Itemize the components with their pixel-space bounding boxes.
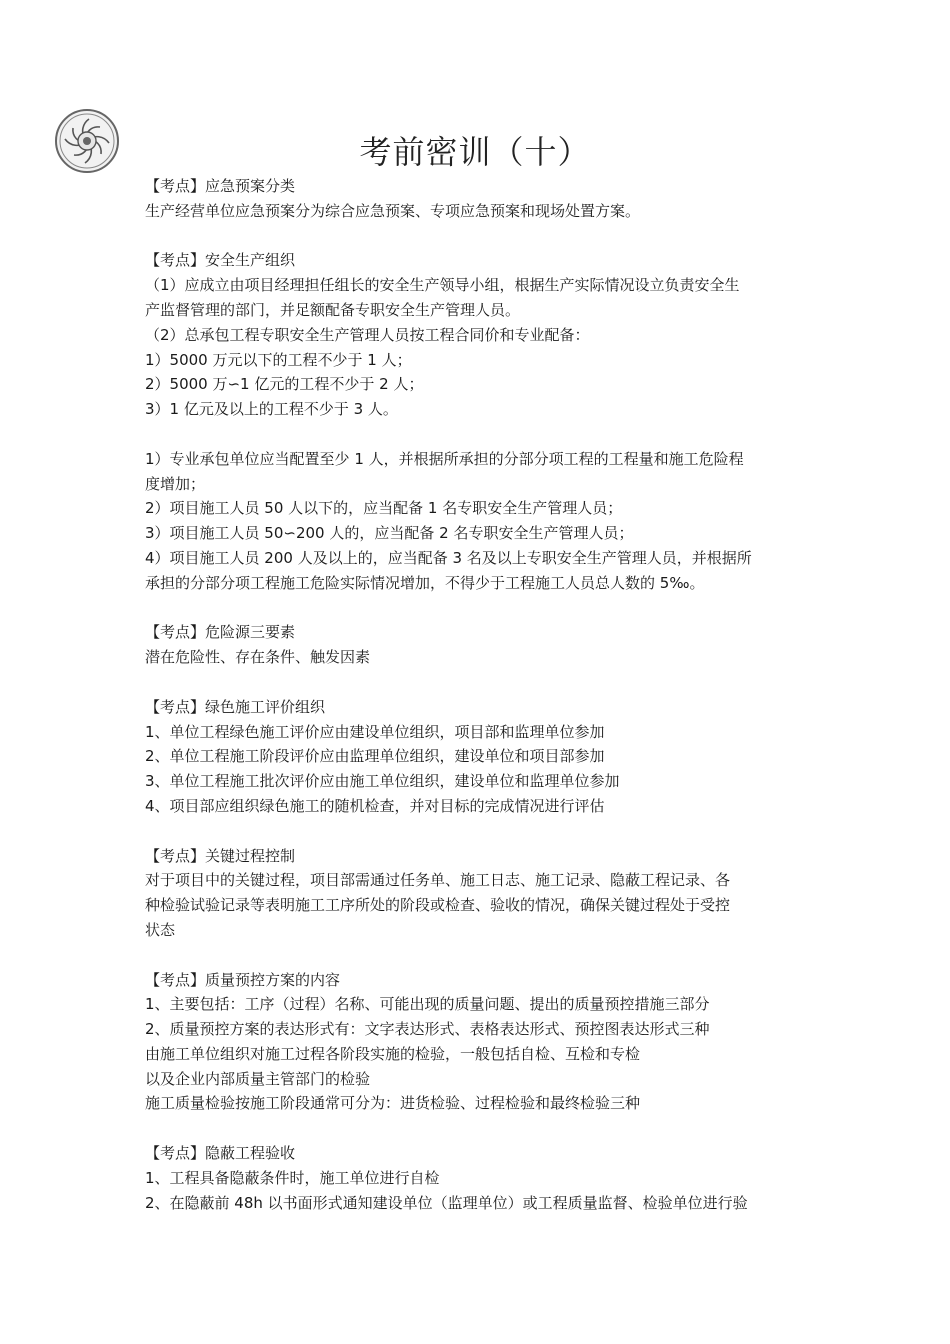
body-line: 2）项目施工人员 50 人以下的，应当配备 1 名专职安全生产管理人员；: [145, 499, 623, 518]
body-line: 种检验试验记录等表明施工工序所处的阶段或检查、验收的情况，确保关键过程处于受控: [145, 896, 731, 915]
body-line: 度增加；: [145, 474, 206, 493]
body-line: 1、主要包括：工序（过程）名称、可能出现的质量问题、提出的质量预控措施三部分: [145, 995, 710, 1014]
body-line: （2）总承包工程专职安全生产管理人员按工程合同价和专业配备：: [145, 325, 590, 344]
blank-line: [145, 596, 815, 621]
blank-line: [145, 422, 815, 447]
body-line: 承担的分部分项工程施工危险实际情况增加，不得少于工程施工人员总人数的 5‰。: [145, 573, 705, 592]
blank-line: [145, 819, 815, 844]
body-line: 1、工程具备隐蔽条件时，施工单位进行自检: [145, 1168, 440, 1187]
body-line: 由施工单位组织对施工过程各阶段实施的检验，一般包括自检、互检和专检: [145, 1044, 641, 1063]
section-heading: 【考点】质量预控方案的内容: [145, 970, 341, 989]
blank-line: [145, 1116, 815, 1141]
body-line: 3）项目施工人员 50∽200 人的，应当配备 2 名专职安全生产管理人员；: [145, 524, 634, 543]
body-line: 对于项目中的关键过程，项目部需通过任务单、施工日志、施工记录、隐蔽工程记录、各: [145, 871, 731, 890]
body-line: 状态: [145, 920, 176, 939]
body-line: （1）应成立由项目经理担任组长的安全生产领导小组，根据生产实际情况设立负责安全生: [145, 276, 740, 295]
section-heading: 【考点】安全生产组织: [145, 251, 296, 270]
body-line: 2、单位工程施工阶段评价应由监理单位组织，建设单位和项目部参加: [145, 747, 605, 766]
section-heading: 【考点】关键过程控制: [145, 846, 296, 865]
section-heading: 【考点】危险源三要素: [145, 623, 296, 642]
body-line: 1、单位工程绿色施工评价应由建设单位组织，项目部和监理单位参加: [145, 722, 605, 741]
section-heading: 【考点】隐蔽工程验收: [145, 1144, 296, 1163]
body-line: 3、单位工程施工批次评价应由施工单位组织，建设单位和监理单位参加: [145, 772, 620, 791]
body-line: 1）专业承包单位应当配置至少 1 人，并根据所承担的分部分项工程的工程量和施工危险程: [145, 449, 744, 468]
document-body: [145, 174, 815, 1215]
page-title: 考前密训（十）: [359, 133, 591, 171]
body-line: 以及企业内部质量主管部门的检验: [145, 1069, 371, 1088]
blank-line: [145, 943, 815, 968]
blank-line: [145, 670, 815, 695]
body-line: 3）1 亿元及以上的工程不少于 3 人。: [145, 400, 398, 419]
blank-line: [145, 224, 815, 249]
body-line: 生产经营单位应急预案分为综合应急预案、专项应急预案和现场处置方案。: [145, 201, 641, 220]
body-line: 产监督管理的部门，并足额配备专职安全生产管理人员。: [145, 300, 521, 319]
section-heading: 【考点】绿色施工评价组织: [145, 697, 326, 716]
body-line: 潜在危险性、存在条件、触发因素: [145, 648, 371, 667]
section-heading: 【考点】应急预案分类: [145, 177, 296, 195]
body-line: 4、项目部应组织绿色施工的随机检查，并对目标的完成情况进行评估: [145, 796, 605, 815]
body-line: 施工质量检验按施工阶段通常可分为：进货检验、过程检验和最终检验三种: [145, 1094, 641, 1113]
body-line: 2、质量预控方案的表达形式有：文字表达形式、表格表达形式、预控图表达形式三种: [145, 1020, 710, 1039]
body-line: 2）5000 万∽1 亿元的工程不少于 2 人；: [145, 375, 424, 394]
body-line: 2、在隐蔽前 48h 以书面形式通知建设单位（监理单位）或工程质量监督、检验单位进行验: [145, 1193, 748, 1212]
body-line: 1）5000 万元以下的工程不少于 1 人；: [145, 350, 412, 369]
body-line: 4）项目施工人员 200 人及以上的，应当配备 3 名及以上专职安全生产管理人员，并根据所: [145, 548, 752, 567]
